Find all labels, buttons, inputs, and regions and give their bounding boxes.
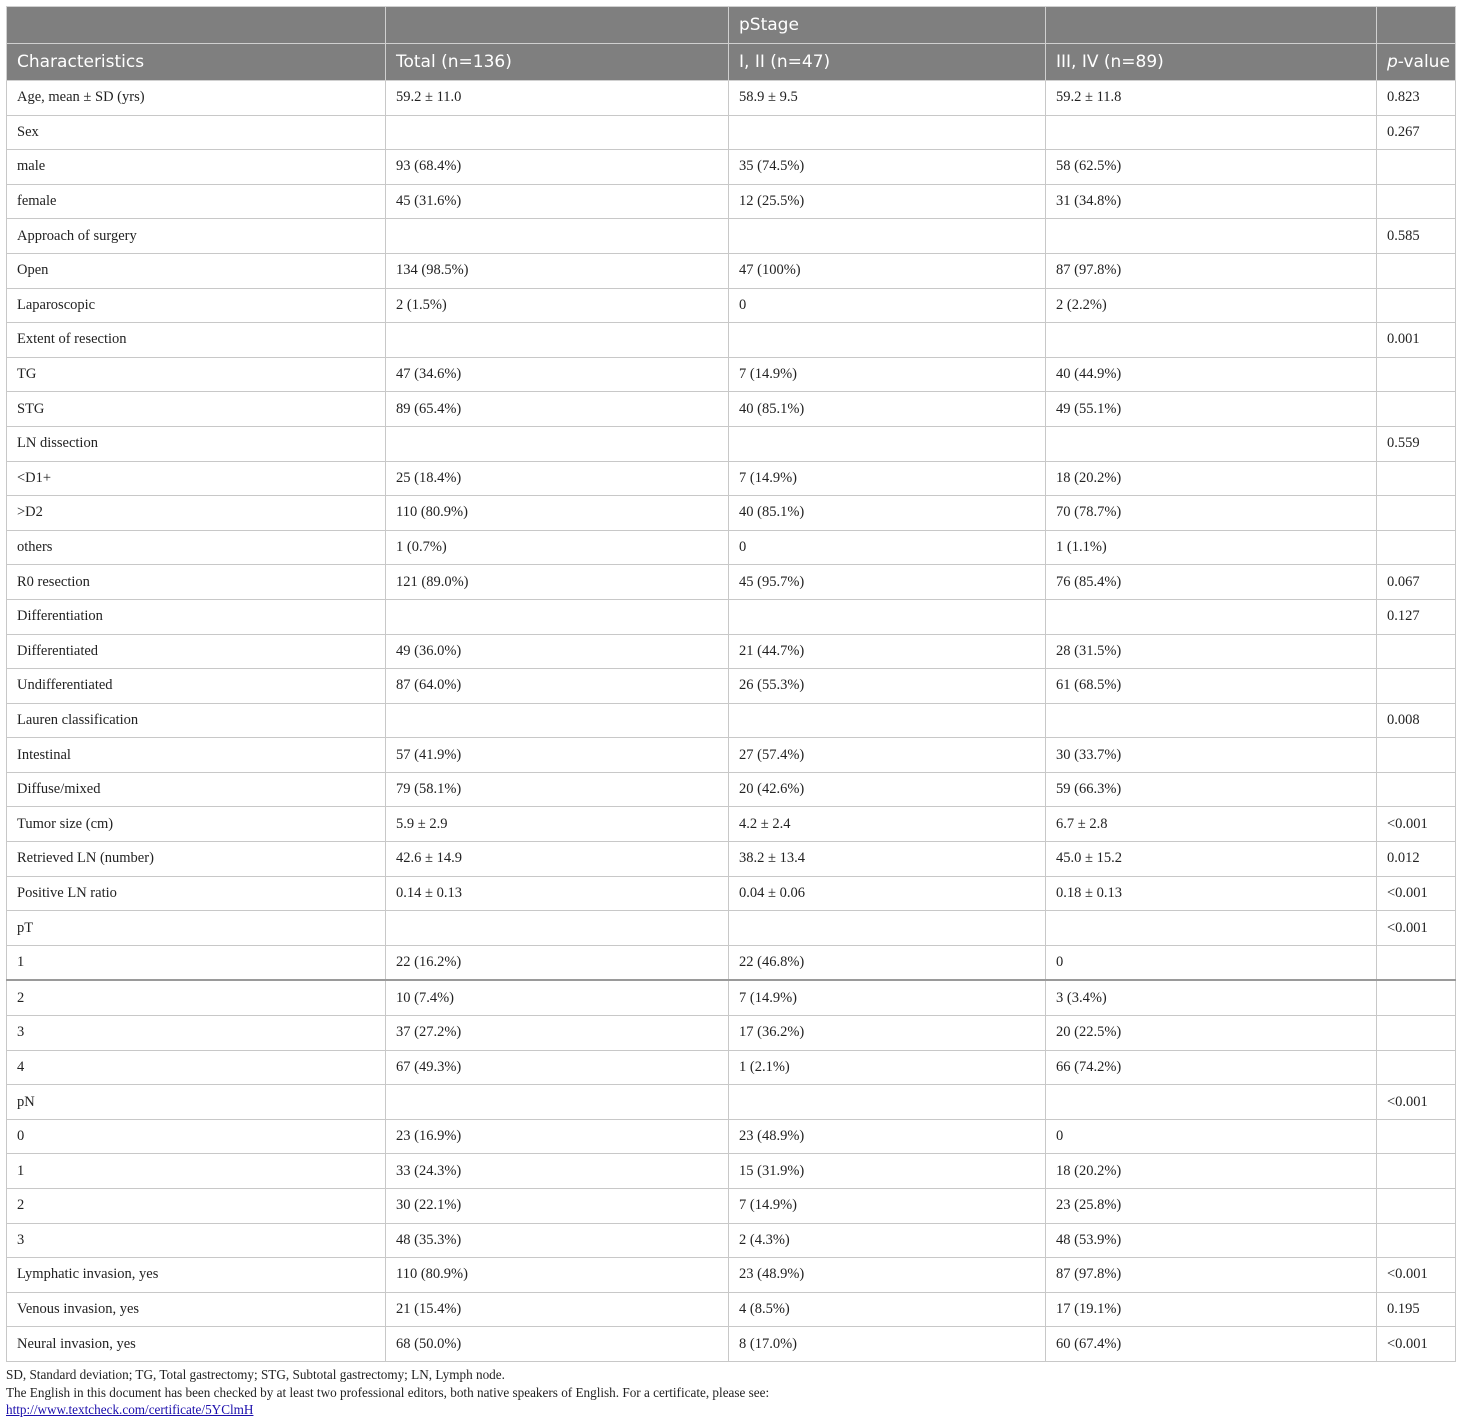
- total-cell: 22 (16.2%): [386, 945, 729, 980]
- characteristic-cell: Age, mean ± SD (yrs): [7, 81, 386, 116]
- pvalue-cell: [1377, 980, 1456, 1015]
- pvalue-cell: 0.012: [1377, 842, 1456, 877]
- pvalue-cell: [1377, 461, 1456, 496]
- total-cell: 10 (7.4%): [386, 980, 729, 1015]
- stage-3-4-cell: [1046, 703, 1377, 738]
- total-cell: 25 (18.4%): [386, 461, 729, 496]
- pvalue-cell: [1377, 1016, 1456, 1051]
- total-cell: 121 (89.0%): [386, 565, 729, 600]
- pvalue-cell: <0.001: [1377, 1258, 1456, 1293]
- stage-3-4-cell: 18 (20.2%): [1046, 461, 1377, 496]
- stage-3-4-cell: 18 (20.2%): [1046, 1154, 1377, 1189]
- stage-3-4-cell: 0: [1046, 945, 1377, 980]
- characteristic-cell: others: [7, 530, 386, 565]
- table-row: [7, 461, 1456, 496]
- stage-3-4-cell: 76 (85.4%): [1046, 565, 1377, 600]
- characteristic-cell: Approach of surgery: [7, 219, 386, 254]
- total-cell: 5.9 ± 2.9: [386, 807, 729, 842]
- stage-1-2-cell: 38.2 ± 13.4: [729, 842, 1046, 877]
- characteristic-cell: Laparoscopic: [7, 288, 386, 323]
- col-header-stage-1-2: I, II (n=47): [729, 44, 1046, 81]
- characteristics-table: [6, 6, 1456, 1362]
- table-row: [7, 1223, 1456, 1258]
- stage-3-4-cell: 49 (55.1%): [1046, 392, 1377, 427]
- characteristic-cell: 0: [7, 1119, 386, 1154]
- table-row: [7, 1085, 1456, 1120]
- table-row: [7, 945, 1456, 980]
- stage-1-2-cell: 23 (48.9%): [729, 1119, 1046, 1154]
- characteristic-cell: female: [7, 184, 386, 219]
- table-row: [7, 634, 1456, 669]
- stage-1-2-cell: 45 (95.7%): [729, 565, 1046, 600]
- stage-1-2-cell: 21 (44.7%): [729, 634, 1046, 669]
- table-row: [7, 426, 1456, 461]
- table-row: [7, 669, 1456, 704]
- stage-3-4-cell: [1046, 426, 1377, 461]
- stage-3-4-cell: 66 (74.2%): [1046, 1050, 1377, 1085]
- stage-1-2-cell: 20 (42.6%): [729, 772, 1046, 807]
- pvalue-cell: [1377, 288, 1456, 323]
- total-cell: 47 (34.6%): [386, 357, 729, 392]
- stage-1-2-cell: 7 (14.9%): [729, 980, 1046, 1015]
- total-cell: 110 (80.9%): [386, 1258, 729, 1293]
- pvalue-cell: 0.127: [1377, 599, 1456, 634]
- pvalue-cell: [1377, 634, 1456, 669]
- table-row: [7, 599, 1456, 634]
- pvalue-cell: 0.823: [1377, 81, 1456, 116]
- pvalue-cell: 0.008: [1377, 703, 1456, 738]
- pvalue-cell: 0.067: [1377, 565, 1456, 600]
- header-blank-1: [7, 7, 386, 44]
- stage-3-4-cell: [1046, 115, 1377, 150]
- table-row: [7, 392, 1456, 427]
- characteristic-cell: Open: [7, 253, 386, 288]
- stage-3-4-cell: 61 (68.5%): [1046, 669, 1377, 704]
- stage-1-2-cell: 4.2 ± 2.4: [729, 807, 1046, 842]
- col-header-characteristics: Characteristics: [7, 44, 386, 81]
- pvalue-cell: <0.001: [1377, 1327, 1456, 1362]
- stage-1-2-cell: 7 (14.9%): [729, 1189, 1046, 1224]
- total-cell: 1 (0.7%): [386, 530, 729, 565]
- table-row: [7, 323, 1456, 358]
- total-cell: 2 (1.5%): [386, 288, 729, 323]
- total-cell: [386, 911, 729, 946]
- characteristic-cell: Venous invasion, yes: [7, 1292, 386, 1327]
- table-container: [6, 6, 1455, 1362]
- stage-1-2-cell: 17 (36.2%): [729, 1016, 1046, 1051]
- table-row: [7, 980, 1456, 1015]
- table-row: [7, 288, 1456, 323]
- stage-1-2-cell: 35 (74.5%): [729, 150, 1046, 185]
- total-cell: [386, 599, 729, 634]
- table-row: [7, 911, 1456, 946]
- table-body: [7, 81, 1456, 1362]
- pvalue-italic-p: p: [1387, 52, 1398, 72]
- pvalue-cell: 0.267: [1377, 115, 1456, 150]
- table-row: [7, 1154, 1456, 1189]
- total-cell: 33 (24.3%): [386, 1154, 729, 1189]
- stage-3-4-cell: 23 (25.8%): [1046, 1189, 1377, 1224]
- stage-3-4-cell: [1046, 599, 1377, 634]
- table-row: [7, 1119, 1456, 1154]
- characteristic-cell: Intestinal: [7, 738, 386, 773]
- total-cell: 87 (64.0%): [386, 669, 729, 704]
- total-cell: 23 (16.9%): [386, 1119, 729, 1154]
- characteristic-cell: Undifferentiated: [7, 669, 386, 704]
- pvalue-cell: 0.559: [1377, 426, 1456, 461]
- table-row: [7, 184, 1456, 219]
- stage-3-4-cell: 31 (34.8%): [1046, 184, 1377, 219]
- stage-3-4-cell: 20 (22.5%): [1046, 1016, 1377, 1051]
- table-row: [7, 253, 1456, 288]
- characteristic-cell: <D1+: [7, 461, 386, 496]
- pvalue-cell: [1377, 772, 1456, 807]
- pvalue-cell: [1377, 1119, 1456, 1154]
- characteristic-cell: male: [7, 150, 386, 185]
- characteristic-cell: 3: [7, 1016, 386, 1051]
- table-row: [7, 115, 1456, 150]
- table-row: [7, 150, 1456, 185]
- table-row: [7, 1258, 1456, 1293]
- table-row: [7, 1050, 1456, 1085]
- header-columns-row: [7, 44, 1456, 81]
- footnote-abbreviations: SD, Standard deviation; TG, Total gastrectomy; STG, Subtotal gastrectomy; LN, Lymph node.: [6, 1367, 505, 1382]
- stage-1-2-cell: 1 (2.1%): [729, 1050, 1046, 1085]
- stage-1-2-cell: 58.9 ± 9.5: [729, 81, 1046, 116]
- total-cell: 79 (58.1%): [386, 772, 729, 807]
- table-row: [7, 703, 1456, 738]
- table-row: [7, 496, 1456, 531]
- characteristic-cell: Positive LN ratio: [7, 876, 386, 911]
- table-row: [7, 1016, 1456, 1051]
- characteristic-cell: Lymphatic invasion, yes: [7, 1258, 386, 1293]
- stage-3-4-cell: [1046, 1085, 1377, 1120]
- stage-3-4-cell: 0.18 ± 0.13: [1046, 876, 1377, 911]
- stage-1-2-cell: [729, 1085, 1046, 1120]
- header-blank-3: [1046, 7, 1377, 44]
- stage-1-2-cell: 22 (46.8%): [729, 945, 1046, 980]
- table-row: [7, 530, 1456, 565]
- table-row: [7, 357, 1456, 392]
- table-row: [7, 1189, 1456, 1224]
- stage-1-2-cell: 12 (25.5%): [729, 184, 1046, 219]
- pvalue-suffix: -value: [1397, 52, 1450, 72]
- table-row: [7, 738, 1456, 773]
- characteristic-cell: 2: [7, 980, 386, 1015]
- stage-1-2-cell: 7 (14.9%): [729, 357, 1046, 392]
- stage-3-4-cell: 59 (66.3%): [1046, 772, 1377, 807]
- characteristic-cell: pT: [7, 911, 386, 946]
- stage-1-2-cell: 26 (55.3%): [729, 669, 1046, 704]
- stage-3-4-cell: 58 (62.5%): [1046, 150, 1377, 185]
- characteristic-cell: LN dissection: [7, 426, 386, 461]
- pvalue-cell: <0.001: [1377, 876, 1456, 911]
- table-row: [7, 219, 1456, 254]
- pvalue-cell: [1377, 1223, 1456, 1258]
- characteristic-cell: 4: [7, 1050, 386, 1085]
- stage-3-4-cell: 45.0 ± 15.2: [1046, 842, 1377, 877]
- total-cell: 59.2 ± 11.0: [386, 81, 729, 116]
- total-cell: 30 (22.1%): [386, 1189, 729, 1224]
- stage-1-2-cell: [729, 911, 1046, 946]
- table-row: [7, 1327, 1456, 1362]
- stage-1-2-cell: 2 (4.3%): [729, 1223, 1046, 1258]
- total-cell: [386, 219, 729, 254]
- pvalue-cell: [1377, 1050, 1456, 1085]
- table-row: [7, 842, 1456, 877]
- table-row: [7, 772, 1456, 807]
- stage-1-2-cell: [729, 599, 1046, 634]
- stage-1-2-cell: 27 (57.4%): [729, 738, 1046, 773]
- total-cell: 68 (50.0%): [386, 1327, 729, 1362]
- characteristic-cell: pN: [7, 1085, 386, 1120]
- total-cell: 57 (41.9%): [386, 738, 729, 773]
- total-cell: [386, 426, 729, 461]
- stage-1-2-cell: 23 (48.9%): [729, 1258, 1046, 1293]
- characteristic-cell: TG: [7, 357, 386, 392]
- table-row: [7, 81, 1456, 116]
- stage-3-4-cell: 87 (97.8%): [1046, 253, 1377, 288]
- characteristic-cell: Sex: [7, 115, 386, 150]
- certificate-link[interactable]: http://www.textcheck.com/certificate/5YClmH: [6, 1402, 254, 1417]
- pvalue-cell: 0.001: [1377, 323, 1456, 358]
- header-pstage-label: pStage: [729, 7, 1046, 44]
- total-cell: 89 (65.4%): [386, 392, 729, 427]
- characteristic-cell: Differentiation: [7, 599, 386, 634]
- stage-1-2-cell: 4 (8.5%): [729, 1292, 1046, 1327]
- header-blank-4: [1377, 7, 1456, 44]
- stage-3-4-cell: 0: [1046, 1119, 1377, 1154]
- pvalue-cell: [1377, 150, 1456, 185]
- pvalue-cell: 0.585: [1377, 219, 1456, 254]
- stage-3-4-cell: 2 (2.2%): [1046, 288, 1377, 323]
- characteristic-cell: 3: [7, 1223, 386, 1258]
- stage-3-4-cell: 1 (1.1%): [1046, 530, 1377, 565]
- stage-3-4-cell: 30 (33.7%): [1046, 738, 1377, 773]
- table-footnote: [6, 1366, 769, 1419]
- stage-3-4-cell: 17 (19.1%): [1046, 1292, 1377, 1327]
- characteristic-cell: 2: [7, 1189, 386, 1224]
- characteristic-cell: 1: [7, 945, 386, 980]
- pvalue-cell: [1377, 184, 1456, 219]
- stage-1-2-cell: 15 (31.9%): [729, 1154, 1046, 1189]
- total-cell: 37 (27.2%): [386, 1016, 729, 1051]
- characteristic-cell: Diffuse/mixed: [7, 772, 386, 807]
- stage-1-2-cell: 7 (14.9%): [729, 461, 1046, 496]
- header-group-row: [7, 7, 1456, 44]
- stage-1-2-cell: 0: [729, 288, 1046, 323]
- pvalue-cell: <0.001: [1377, 807, 1456, 842]
- pvalue-cell: [1377, 357, 1456, 392]
- table-row: [7, 1292, 1456, 1327]
- stage-3-4-cell: [1046, 323, 1377, 358]
- stage-1-2-cell: [729, 323, 1046, 358]
- total-cell: 21 (15.4%): [386, 1292, 729, 1327]
- pvalue-cell: [1377, 669, 1456, 704]
- stage-1-2-cell: [729, 219, 1046, 254]
- stage-3-4-cell: [1046, 219, 1377, 254]
- pvalue-cell: [1377, 253, 1456, 288]
- total-cell: 134 (98.5%): [386, 253, 729, 288]
- stage-1-2-cell: 0.04 ± 0.06: [729, 876, 1046, 911]
- characteristic-cell: Extent of resection: [7, 323, 386, 358]
- stage-3-4-cell: 6.7 ± 2.8: [1046, 807, 1377, 842]
- total-cell: 45 (31.6%): [386, 184, 729, 219]
- total-cell: 110 (80.9%): [386, 496, 729, 531]
- table-row: [7, 807, 1456, 842]
- stage-3-4-cell: 28 (31.5%): [1046, 634, 1377, 669]
- characteristic-cell: Differentiated: [7, 634, 386, 669]
- total-cell: 93 (68.4%): [386, 150, 729, 185]
- characteristic-cell: Lauren classification: [7, 703, 386, 738]
- characteristic-cell: Neural invasion, yes: [7, 1327, 386, 1362]
- pvalue-cell: 0.195: [1377, 1292, 1456, 1327]
- pvalue-cell: [1377, 945, 1456, 980]
- pvalue-cell: [1377, 530, 1456, 565]
- total-cell: 49 (36.0%): [386, 634, 729, 669]
- total-cell: 48 (35.3%): [386, 1223, 729, 1258]
- col-header-stage-3-4: III, IV (n=89): [1046, 44, 1377, 81]
- stage-3-4-cell: 70 (78.7%): [1046, 496, 1377, 531]
- total-cell: 67 (49.3%): [386, 1050, 729, 1085]
- total-cell: [386, 703, 729, 738]
- total-cell: [386, 323, 729, 358]
- total-cell: 42.6 ± 14.9: [386, 842, 729, 877]
- pvalue-cell: [1377, 496, 1456, 531]
- stage-1-2-cell: [729, 426, 1046, 461]
- header-blank-2: [386, 7, 729, 44]
- pvalue-cell: [1377, 1154, 1456, 1189]
- stage-3-4-cell: 60 (67.4%): [1046, 1327, 1377, 1362]
- characteristic-cell: 1: [7, 1154, 386, 1189]
- stage-1-2-cell: [729, 703, 1046, 738]
- stage-1-2-cell: 40 (85.1%): [729, 496, 1046, 531]
- characteristic-cell: Tumor size (cm): [7, 807, 386, 842]
- pvalue-cell: <0.001: [1377, 1085, 1456, 1120]
- stage-3-4-cell: 87 (97.8%): [1046, 1258, 1377, 1293]
- stage-3-4-cell: 59.2 ± 11.8: [1046, 81, 1377, 116]
- stage-1-2-cell: [729, 115, 1046, 150]
- pvalue-cell: <0.001: [1377, 911, 1456, 946]
- stage-1-2-cell: 47 (100%): [729, 253, 1046, 288]
- table-row: [7, 565, 1456, 600]
- pvalue-cell: [1377, 738, 1456, 773]
- stage-3-4-cell: 40 (44.9%): [1046, 357, 1377, 392]
- stage-3-4-cell: [1046, 911, 1377, 946]
- pvalue-cell: [1377, 1189, 1456, 1224]
- stage-3-4-cell: 3 (3.4%): [1046, 980, 1377, 1015]
- characteristic-cell: >D2: [7, 496, 386, 531]
- total-cell: 0.14 ± 0.13: [386, 876, 729, 911]
- stage-1-2-cell: 8 (17.0%): [729, 1327, 1046, 1362]
- pvalue-cell: [1377, 392, 1456, 427]
- footnote-editing-note: The English in this document has been checked by at least two professional editors, both native speakers of English. For a certificate, please see:: [6, 1384, 770, 1400]
- table-row: [7, 876, 1456, 911]
- characteristic-cell: STG: [7, 392, 386, 427]
- total-cell: [386, 115, 729, 150]
- col-header-total: Total (n=136): [386, 44, 729, 81]
- total-cell: [386, 1085, 729, 1120]
- stage-3-4-cell: 48 (53.9%): [1046, 1223, 1377, 1258]
- characteristic-cell: R0 resection: [7, 565, 386, 600]
- stage-1-2-cell: 0: [729, 530, 1046, 565]
- col-header-pvalue: [1377, 44, 1456, 81]
- characteristic-cell: Retrieved LN (number): [7, 842, 386, 877]
- stage-1-2-cell: 40 (85.1%): [729, 392, 1046, 427]
